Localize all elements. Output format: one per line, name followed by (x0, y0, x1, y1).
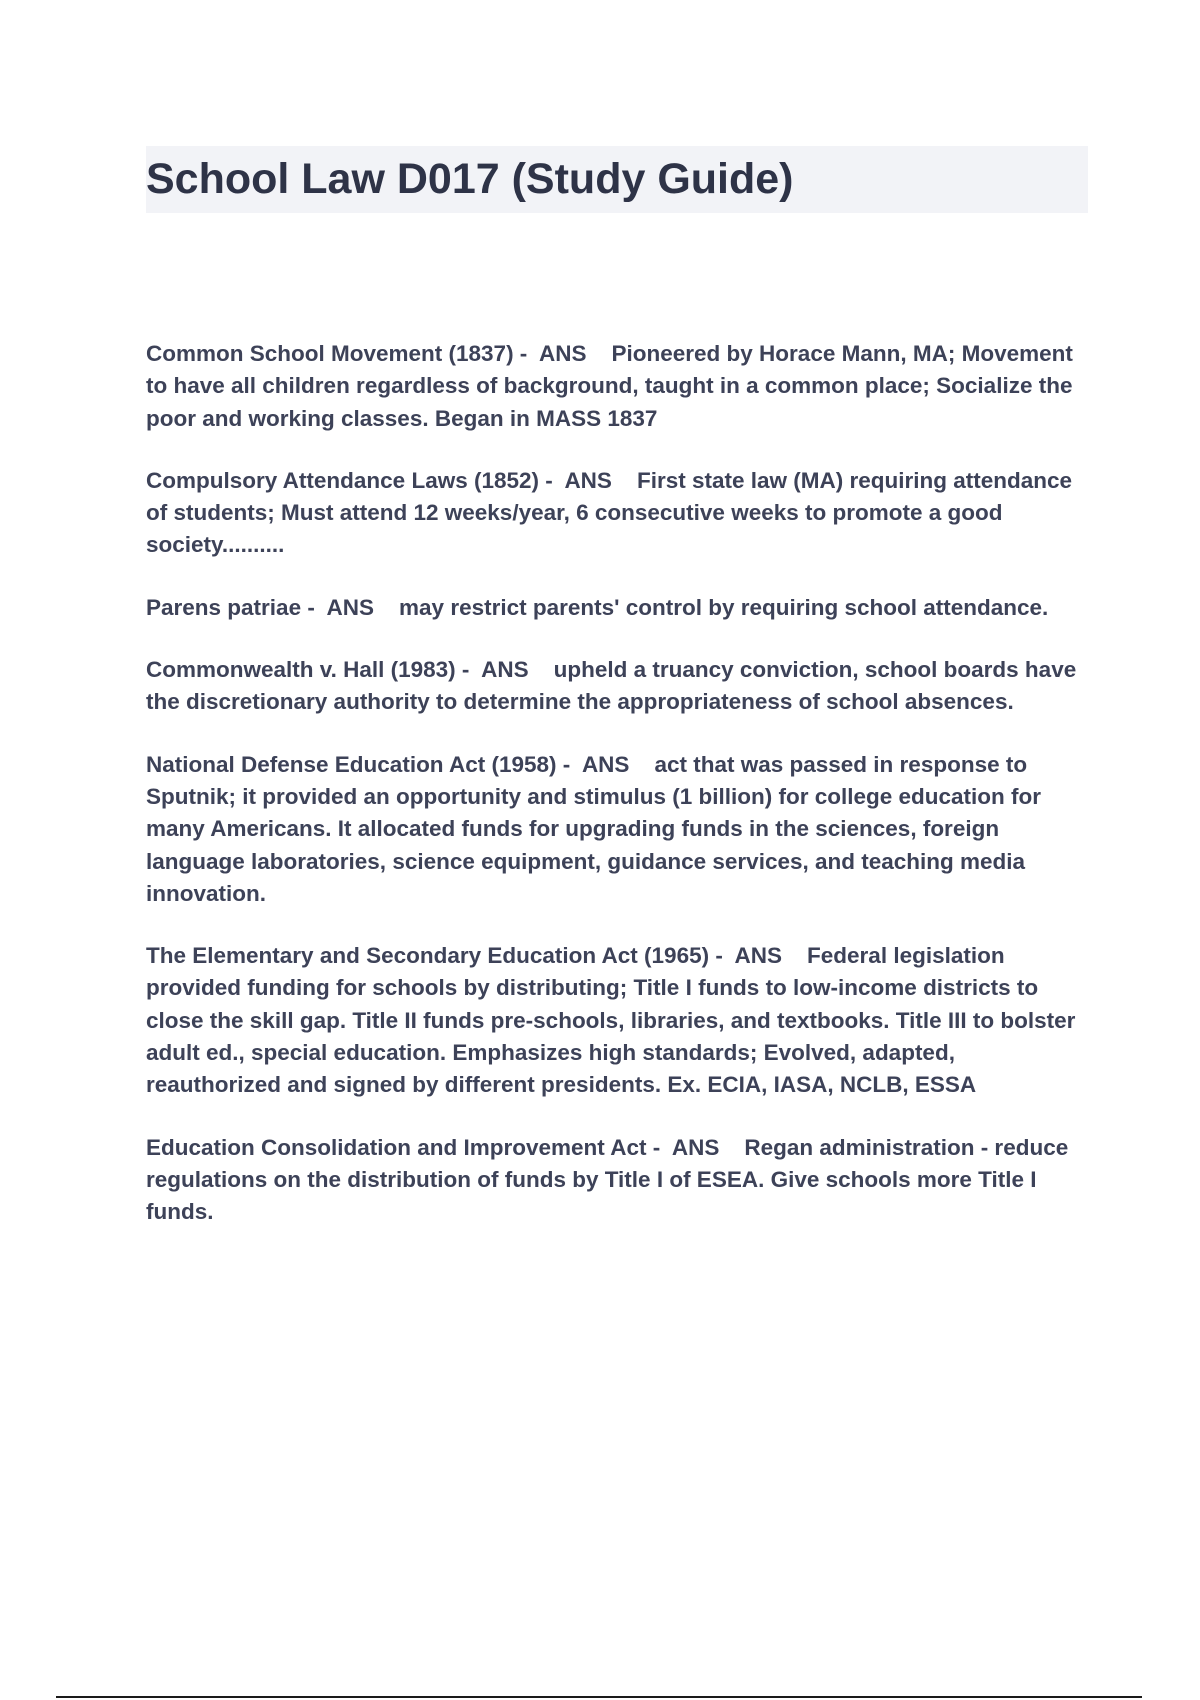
entry-answer: Regan administration - reduce regulations on the distribution of funds by Title I of ESEA. Give schools more Title I funds. (146, 1134, 1069, 1225)
entry-answer: may restrict parents' control by requiring school attendance. (399, 594, 1049, 620)
entry-marker: ANS (564, 467, 612, 493)
title-banner (146, 146, 1088, 213)
entry-marker: ANS (538, 341, 587, 366)
entry-parens-patriae (146, 592, 1096, 624)
entry-term: Compulsory Attendance Laws (1852) - (146, 467, 553, 493)
entry-answer: Federal legislation provided funding for schools by distributing; Title I funds to low-income districts to close the skill gap. Title II funds pre-schools, libraries, and textbooks. Title III to bolster adult ed., special education. Emphasizes high standards; Evolved, adapted, reauthorized and signed by different presidents. Ex. ECIA, IASA, NCLB, ESSA (146, 943, 1076, 1098)
entry-term: The Elementary and Secondary Education Act (1965) - (146, 943, 723, 969)
entry-common-school-movement (146, 338, 1096, 435)
page-bottom-divider (56, 1696, 1142, 1698)
entry-answer: Pioneered by Horace Mann, MA; Movement to have all children regardless of background, taught in a common place; Socialize the poor and working classes. Began in MASS 1837 (146, 341, 1073, 431)
entry-national-defense-education-act (146, 749, 1096, 910)
entry-elementary-secondary-education-act (146, 940, 1096, 1101)
entry-answer: act that was passed in response to Sputnik; it provided an opportunity and stimulus (1 billion) for college education for many Americans. It allocated funds for upgrading funds in the sciences, foreign language laboratories, science equipment, guidance services, and teaching media innovation. (146, 751, 1042, 906)
entry-marker: ANS (326, 594, 375, 620)
entry-answer: upheld a truancy conviction, school boards have the discretionary authority to determine the appropriateness of school absences. (146, 657, 1077, 715)
entry-marker: ANS (671, 1134, 720, 1160)
entry-term: Parens patriae - (146, 594, 315, 620)
entry-term: Common School Movement (1837) - (146, 341, 528, 366)
entry-commonwealth-v-hall (146, 654, 1096, 719)
entry-marker: ANS (581, 751, 630, 777)
entry-answer: First state law (MA) requiring attendance of students; Must attend 12 weeks/year, 6 consecutive weeks to promote a good society.......... (146, 467, 1073, 558)
entry-term: Commonwealth v. Hall (1983) - (146, 657, 470, 683)
entry-education-consolidation-improvement-act (146, 1132, 1096, 1229)
entry-term: National Defense Education Act (1958) - (146, 751, 571, 777)
entry-compulsory-attendance-laws (146, 465, 1096, 562)
entry-marker: ANS (481, 657, 529, 683)
entry-term: Education Consolidation and Improvement Act - (146, 1134, 661, 1160)
entry-marker: ANS (734, 943, 783, 969)
document-title: School Law D017 (Study Guide) (146, 155, 794, 203)
study-guide-entries (146, 338, 1096, 1259)
